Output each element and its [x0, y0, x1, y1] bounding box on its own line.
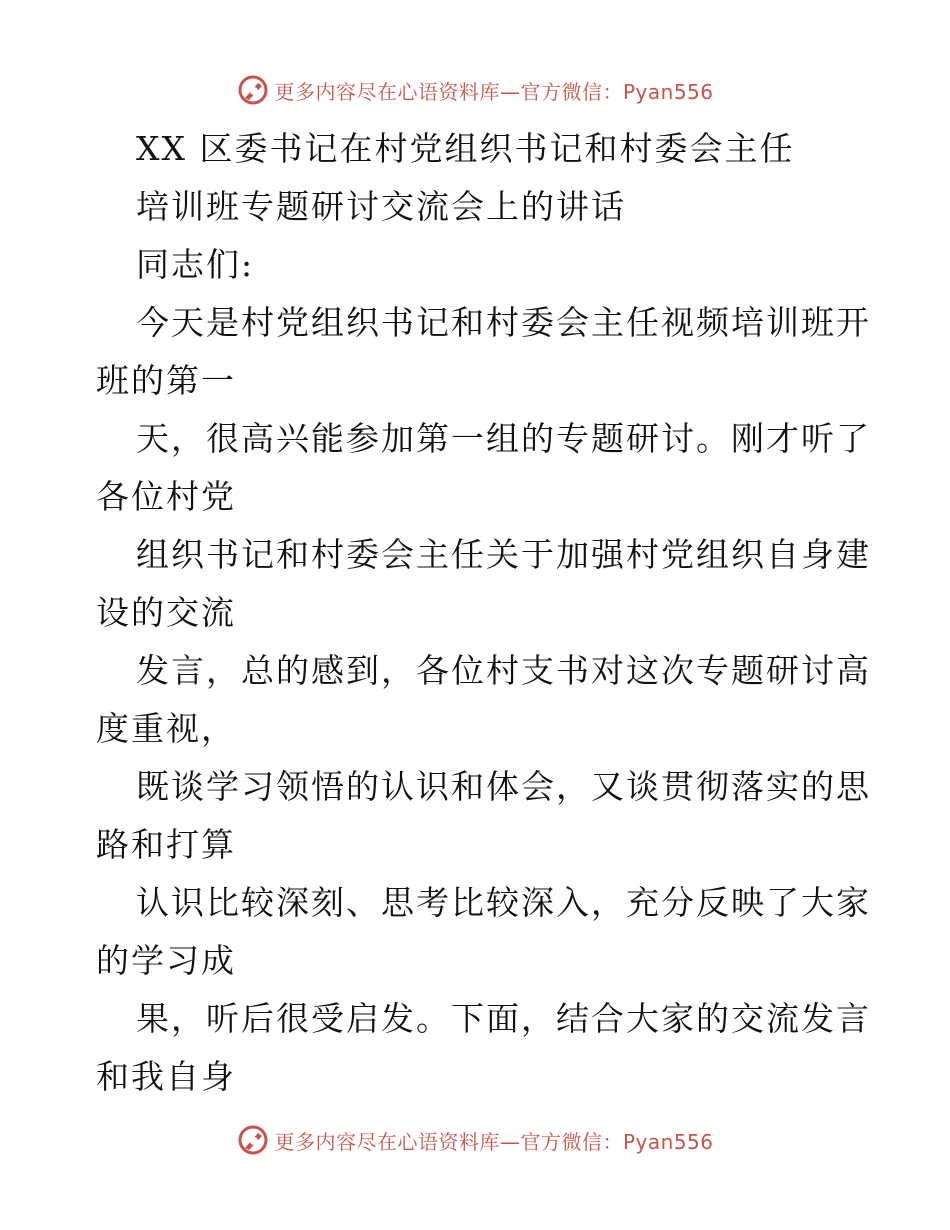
footer-banner-text	[274, 1126, 713, 1155]
doc-line: 组织书记和村委会主任关于加强村党组织自身建	[136, 535, 871, 574]
doc-line: 既谈学习领悟的认识和体会，又谈贯彻落实的思	[136, 767, 871, 806]
doc-line: 同志们:	[136, 245, 255, 284]
pen-logo-icon	[236, 73, 270, 107]
doc-line: XX 区委书记在村党组织书记和村委会主任	[136, 129, 795, 168]
pen-logo-icon	[236, 1123, 270, 1157]
header-banner-wechat-id: Pyan556	[622, 79, 714, 104]
document-body	[96, 120, 871, 1106]
doc-line: 今天是村党组织书记和村委会主任视频培训班开	[136, 303, 871, 342]
header-banner-text	[274, 76, 713, 105]
header-banner	[0, 70, 950, 110]
doc-line: 和我自身	[96, 1057, 236, 1096]
footer-banner	[0, 1120, 950, 1160]
doc-line: 天，很高兴能参加第一组的专题研讨。刚才听了	[136, 419, 871, 458]
header-banner-label: 更多内容尽在心语资料库—官方微信：	[274, 79, 623, 104]
doc-line: 发言，总的感到，各位村支书对这次专题研讨高	[136, 651, 871, 690]
doc-line: 培训班专题研讨交流会上的讲话	[136, 187, 626, 226]
footer-banner-wechat-id: Pyan556	[622, 1129, 714, 1154]
footer-banner-label: 更多内容尽在心语资料库—官方微信：	[274, 1129, 623, 1154]
doc-line: 路和打算	[96, 825, 236, 864]
doc-line: 班的第一	[96, 361, 236, 400]
doc-line: 果，听后很受启发。下面，结合大家的交流发言	[136, 999, 871, 1038]
doc-line: 各位村党	[96, 477, 236, 516]
doc-line: 的学习成	[96, 941, 236, 980]
doc-line: 认识比较深刻、思考比较深入，充分反映了大家	[136, 883, 871, 922]
doc-line: 度重视，	[96, 709, 236, 748]
doc-line: 设的交流	[96, 593, 236, 632]
